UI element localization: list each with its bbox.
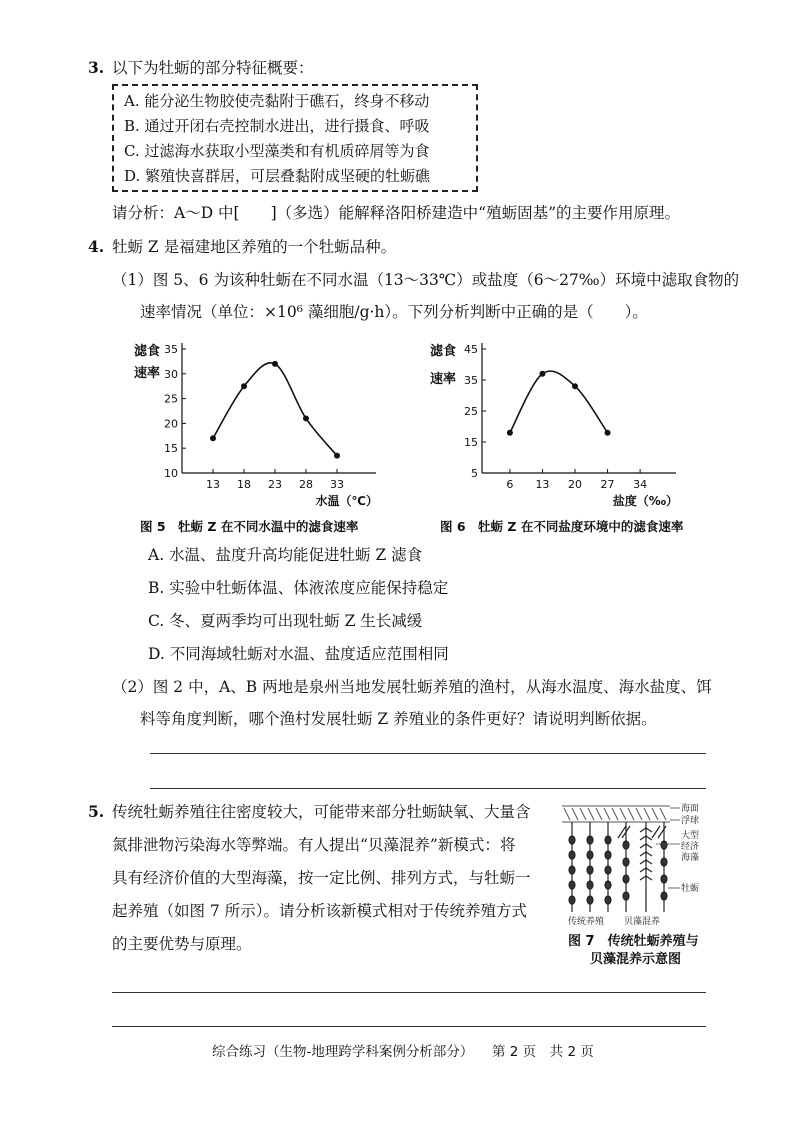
- q4-part1-line1: （1）图 5、6 为该种牡蛎在不同水温（13～33℃）或盐度（6～27‰）环境中滤取食物的: [112, 271, 740, 289]
- fig6-ylabel-line2: 速率: [430, 372, 457, 387]
- x-tick-label: 28: [299, 478, 313, 491]
- q5-line-1: 传统牡蛎养殖往往密度较大，可能带来部分牡蛎缺氧、大量含: [112, 803, 531, 821]
- x-tick-label: 18: [237, 478, 251, 491]
- y-tick-label: 30: [164, 367, 178, 381]
- sea-surface-hatching: [562, 806, 670, 822]
- x-tick-label: 6: [506, 478, 514, 491]
- y-tick-label: 35: [164, 343, 178, 356]
- q4-option-b: B. 实验中牡蛎体温、体液浓度应能保持稳定: [148, 579, 449, 597]
- x-axis-title: 盐度（‰）: [612, 494, 678, 508]
- q4-part2-line2: 料等角度判断，哪个渔村发展牡蛎 Z 养殖业的条件更好？请说明判断依据。: [140, 710, 657, 728]
- series-line: [213, 363, 337, 456]
- q4-number: 4.: [88, 237, 105, 256]
- fig5-ylabel-line2: 速率: [134, 366, 161, 381]
- figure-leader-lines: [656, 808, 680, 888]
- fig5-chart: [150, 335, 390, 513]
- y-tick-label: 25: [464, 405, 478, 418]
- data-point: [572, 383, 578, 389]
- y-tick-label: 35: [464, 374, 478, 387]
- fig7-label-traditional: 传统养殖: [568, 917, 605, 927]
- fig5-caption: 图 5 牡蛎 Z 在不同水温中的滤食速率: [140, 519, 359, 534]
- y-tick-label: 25: [164, 392, 178, 406]
- oyster-ropes-traditional: [569, 822, 611, 912]
- q5-line-2: 氮排泄物污染海水等弊端。有人提出“贝藻混养”新模式：将: [112, 836, 516, 854]
- data-point: [210, 435, 216, 441]
- fig7-label-algae-2: 经济: [681, 842, 700, 852]
- y-tick-label: 20: [164, 417, 178, 431]
- q3-option-d: D. 繁殖快喜群居，可层叠黏附成坚硬的牡蛎礁: [124, 167, 431, 185]
- series-line: [510, 371, 608, 433]
- q4-option-a: A. 水温、盐度升高均能促进牡蛎 Z 滤食: [148, 546, 423, 564]
- data-point: [241, 383, 247, 389]
- fig6-ylabel-line1: 滤食: [430, 344, 457, 359]
- footer-title: 综合练习（生物-地理跨学科案例分析部分）: [212, 1044, 474, 1060]
- x-tick-label: 34: [633, 478, 648, 491]
- fig7-label-oyster: 牡蛎: [681, 884, 700, 894]
- y-tick-label: 10: [164, 467, 178, 480]
- footer-page: 第 2 页 共 2 页: [492, 1044, 594, 1060]
- q3-option-b: B. 通过开闭右壳控制水进出，进行摄食、呼吸: [124, 117, 430, 135]
- fig7-caption-line2: 贝藻混养示意图: [590, 952, 682, 967]
- q3-option-a: A. 能分泌生物胶使壳黏附于礁石，终身不移动: [124, 92, 430, 110]
- x-tick-label: 13: [206, 478, 220, 491]
- q4-answer-line-2[interactable]: [150, 788, 706, 789]
- x-axis-title: 水温（℃）: [315, 494, 378, 508]
- q4-stem: 牡蛎 Z 是福建地区养殖的一个牡蛎品种。: [112, 238, 397, 256]
- data-point: [507, 430, 513, 436]
- x-tick-label: 20: [568, 478, 582, 491]
- q5-line-3: 具有经济价值的大型海藻，按一定比例、排列方式，与牡蛎一: [112, 869, 531, 887]
- q3-options-box: [112, 84, 478, 192]
- data-point: [605, 430, 611, 436]
- fig7-label-float: 浮球: [681, 816, 700, 826]
- q3-question: 请分析：A～D 中[ ]（多选）能解释洛阳桥建造中“殖蛎固基”的主要作用原理。: [112, 204, 680, 222]
- q4-part1-line2: 速率情况（单位：×10⁶ 藻细胞/g·h）。下列分析判断中正确的是（ ）。: [140, 303, 648, 321]
- fig7-label-mixed: 贝藻混养: [624, 917, 661, 927]
- q4-option-d: D. 不同海域牡蛎对水温、盐度适应范围相同: [148, 645, 449, 663]
- q3-number: 3.: [88, 58, 105, 77]
- x-tick-label: 33: [330, 478, 344, 491]
- q4-answer-line-1[interactable]: [150, 753, 706, 754]
- fig6-caption: 图 6 牡蛎 Z 在不同盐度环境中的滤食速率: [440, 519, 684, 534]
- x-tick-label: 27: [600, 478, 615, 491]
- q5-answer-line-1[interactable]: [112, 992, 706, 993]
- data-point: [539, 371, 545, 377]
- fig7-diagram: [560, 800, 720, 930]
- fig5-ylabel-line1: 滤食: [134, 344, 161, 359]
- q3-stem: 以下为牡蛎的部分特征概要：: [112, 59, 314, 77]
- fig7-label-algae-1: 大型: [681, 831, 700, 841]
- q5-line-4: 起养殖（如图 7 所示）。请分析该新模式相对于传统养殖方式: [112, 902, 527, 920]
- q3-option-c: C. 过滤海水获取小型藻类和有机质碎屑等为食: [124, 142, 430, 160]
- algae-and-oyster-ropes-mixed: [618, 822, 667, 912]
- q4-option-c: C. 冬、夏两季均可出现牡蛎 Z 生长减缓: [148, 612, 423, 630]
- fig6-chart: [450, 335, 690, 513]
- y-tick-label: 45: [464, 343, 478, 356]
- q5-line-5: 的主要优势与原理。: [112, 935, 252, 953]
- fig7-label-algae-3: 海藻: [681, 853, 700, 863]
- fig7-caption-line1: 图 7 传统牡蛎养殖与: [568, 934, 699, 949]
- data-point: [334, 453, 340, 459]
- q5-number: 5.: [88, 802, 105, 821]
- data-point: [272, 361, 278, 367]
- y-tick-label: 15: [464, 436, 478, 449]
- data-point: [303, 415, 309, 421]
- q4-part2-line1: （2）图 2 中，A、B 两地是泉州当地发展牡蛎养殖的渔村，从海水温度、海水盐度、饵: [112, 678, 712, 696]
- x-tick-label: 23: [268, 478, 282, 491]
- q5-answer-line-2[interactable]: [112, 1026, 706, 1027]
- y-tick-label: 15: [164, 442, 178, 456]
- y-tick-label: 5: [471, 467, 478, 480]
- x-tick-label: 13: [535, 478, 550, 491]
- fig7-label-sea: 海面: [681, 804, 700, 814]
